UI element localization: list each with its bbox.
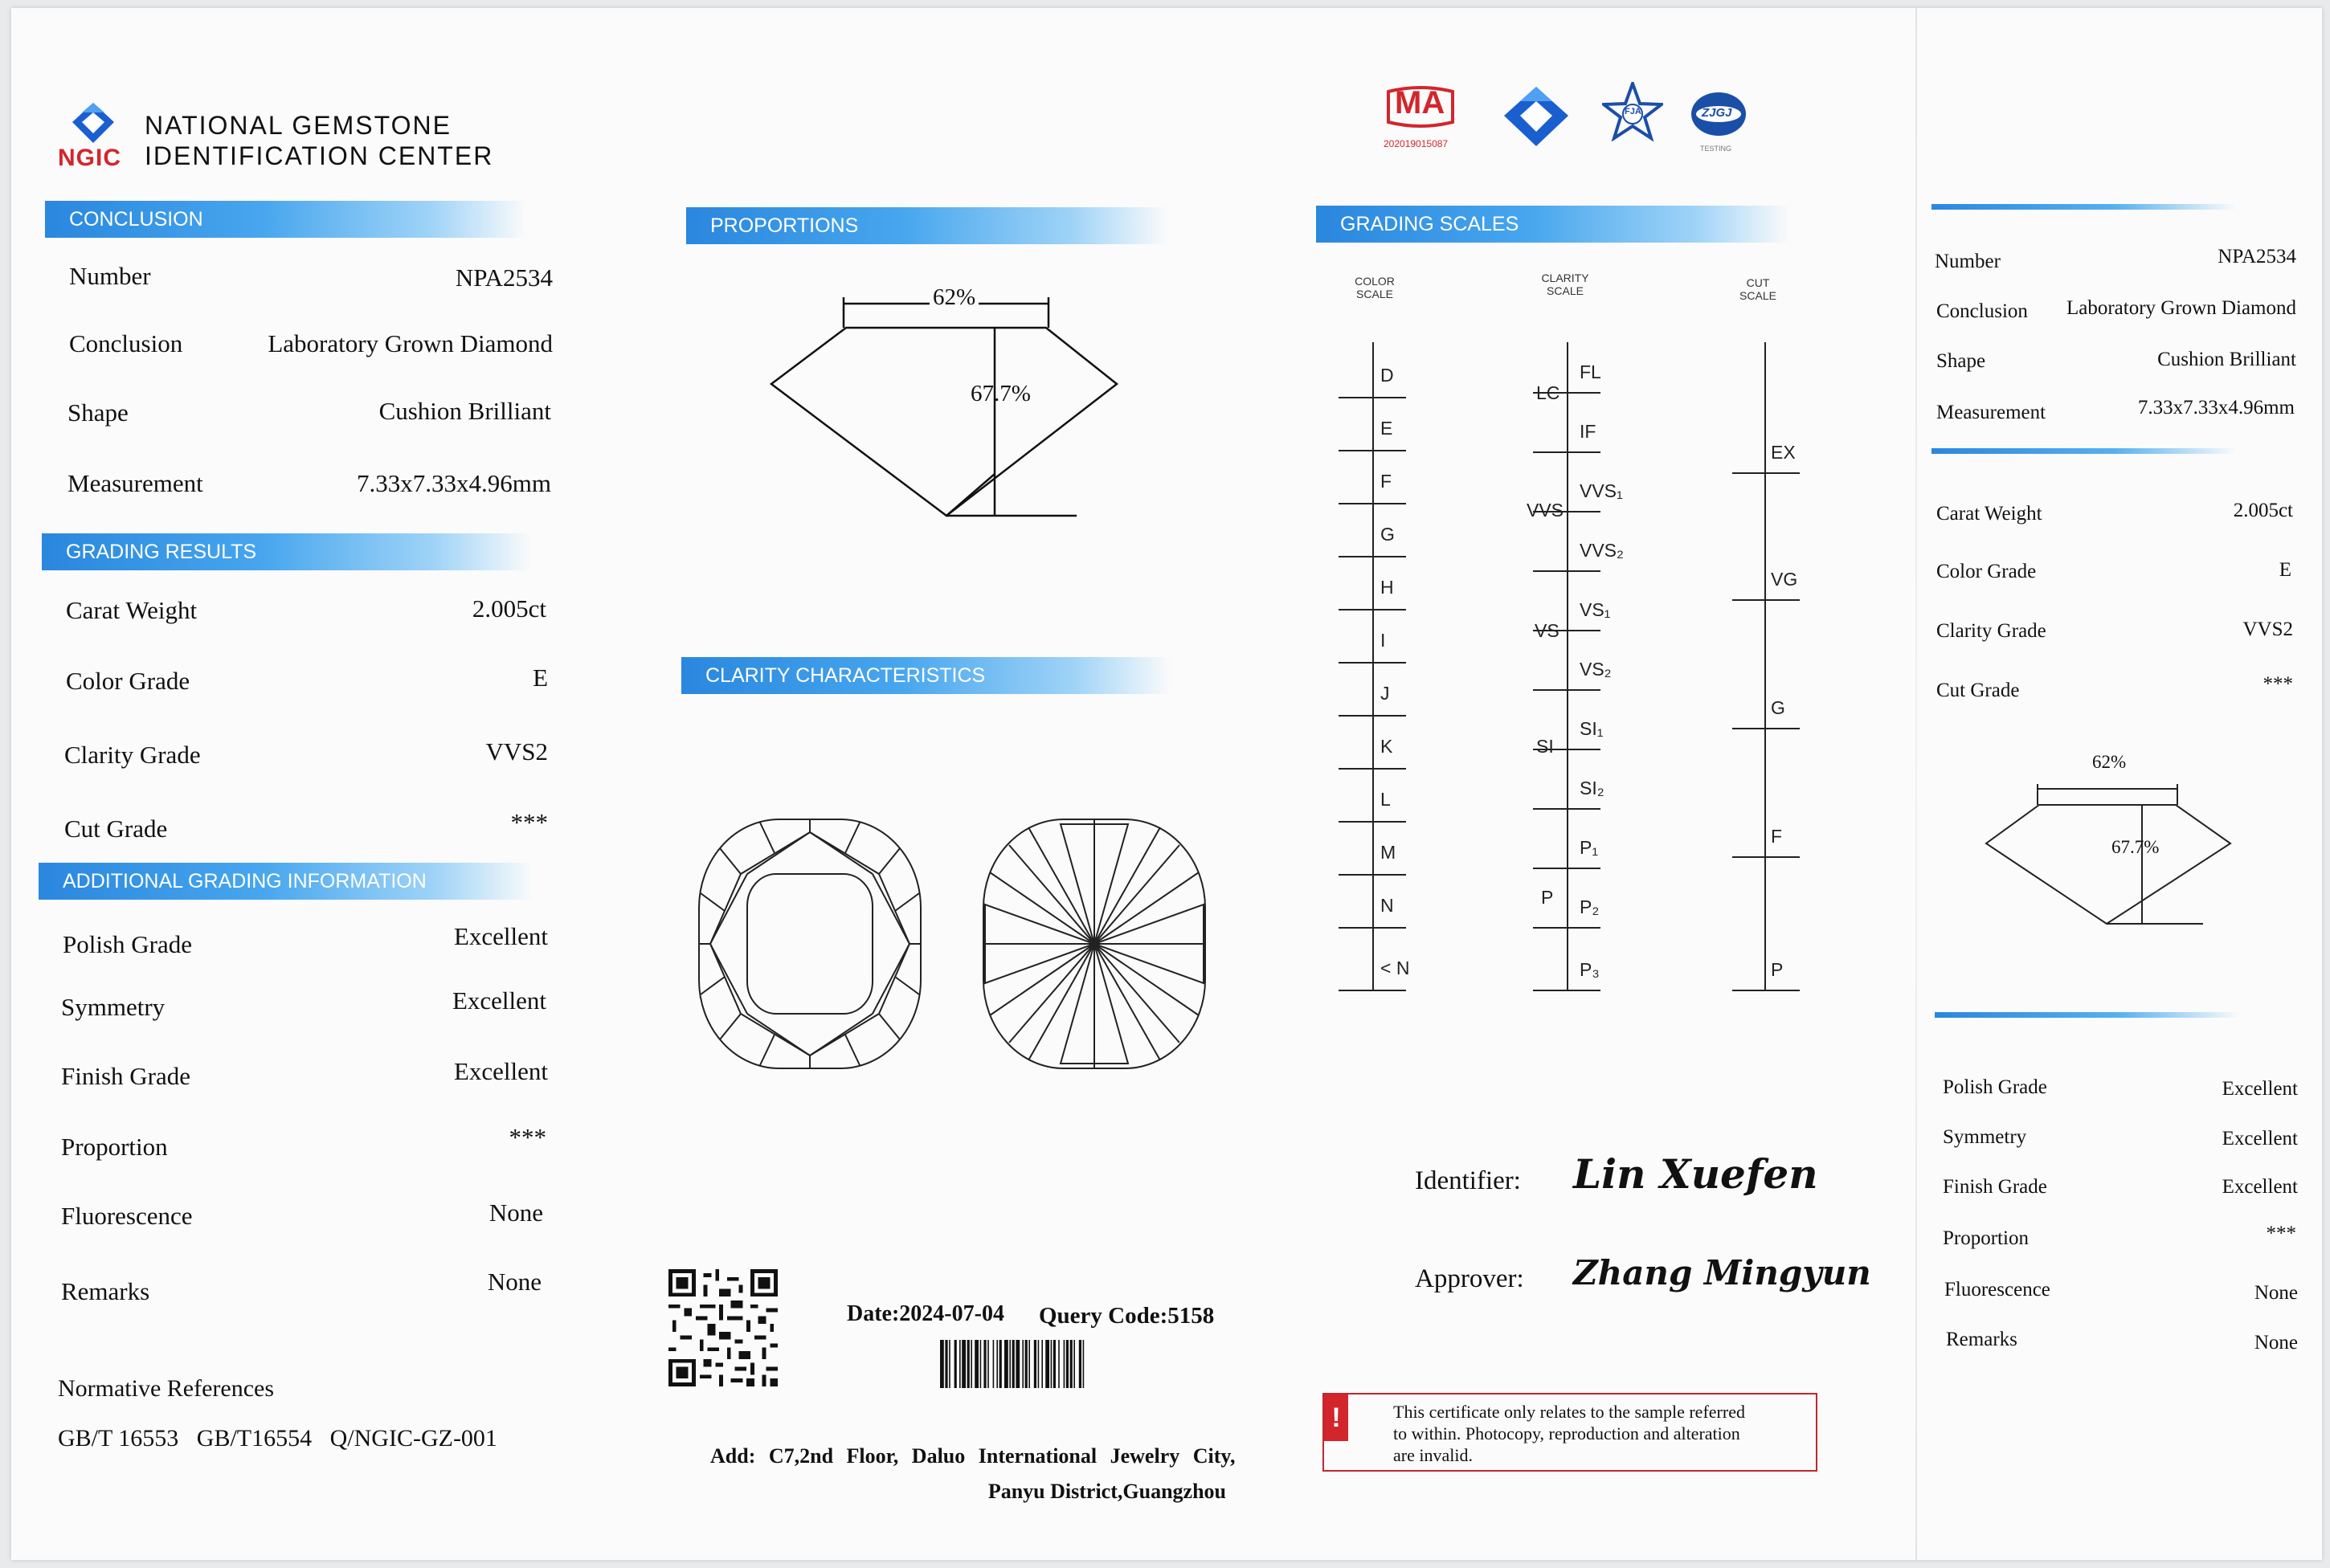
summary-depth-percent: 67.7% xyxy=(2111,837,2160,857)
zjgj-mark-sub: TESTING xyxy=(1700,145,1732,153)
summary-finish-grade-label: Finish Grade xyxy=(1943,1176,2047,1198)
cma-mark-text: MA xyxy=(1395,85,1445,120)
clarity-scale-tick xyxy=(1533,451,1600,453)
clarity-scale-tick xyxy=(1533,868,1600,869)
clarity-grade-label: Clarity Grade xyxy=(64,741,201,769)
proportion-depth-percent: 67.7% xyxy=(971,381,1031,406)
clarity-group-vvs: VVS xyxy=(1527,500,1564,521)
additional-info-header: ADDITIONAL GRADING INFORMATION xyxy=(39,863,533,900)
clarity-grade-5: VS₂ xyxy=(1580,659,1612,680)
summary-clarity-grade-label: Clarity Grade xyxy=(1936,620,2046,642)
conclusion-label: Conclusion xyxy=(69,329,183,357)
clarity-grade-8: P₁ xyxy=(1580,837,1599,858)
cut-scale-title: CUT SCALE xyxy=(1739,276,1776,302)
clarity-scale-title: CLARITY SCALE xyxy=(1541,272,1589,297)
color-scale-tick xyxy=(1339,927,1406,929)
fluorescence-value: None xyxy=(488,1198,543,1227)
clarity-grade-value: VVS2 xyxy=(485,737,548,766)
cut-scale-tick xyxy=(1732,728,1800,729)
symmetry-label: Symmetry xyxy=(61,993,166,1021)
summary-color-grade-value: E xyxy=(2279,559,2291,581)
cut-grade-g: G xyxy=(1771,697,1785,718)
cut-grade-f: F xyxy=(1771,826,1783,847)
fold-line xyxy=(1915,8,1917,1560)
polish-grade-value: Excellent xyxy=(453,922,548,950)
summary-polish-grade-value: Excellent xyxy=(2222,1078,2298,1100)
number-value: NPA2534 xyxy=(455,263,553,292)
color-grade-M: M xyxy=(1380,842,1396,863)
normative-references-list: GB/T 16553 GB/T16554 Q/NGIC-GZ-001 xyxy=(58,1425,497,1452)
summary-proportion-label: Proportion xyxy=(1943,1227,2029,1249)
summary-carat-weight-label: Carat Weight xyxy=(1936,503,2042,525)
summary-top-divider xyxy=(1931,204,2237,210)
color-scale-tick xyxy=(1339,503,1406,504)
color-scale-tick xyxy=(1339,874,1406,876)
approver-label: Approver: xyxy=(1415,1264,1524,1293)
color-grade-N: N xyxy=(1380,895,1394,916)
clarity-scale-tick xyxy=(1533,808,1600,810)
polish-grade-label: Polish Grade xyxy=(63,930,193,958)
summary-symmetry-label: Symmetry xyxy=(1943,1126,2027,1148)
conclusion-header: CONCLUSION xyxy=(45,201,527,238)
normative-references-title: Normative References xyxy=(58,1375,275,1402)
color-grade-I: I xyxy=(1380,630,1386,651)
issue-date: Date:2024-07-04 xyxy=(847,1301,1004,1326)
clarity-grade-10: P₃ xyxy=(1580,959,1600,980)
finish-grade-label: Finish Grade xyxy=(61,1062,191,1090)
cut-grade-vg: VG xyxy=(1771,569,1798,590)
remarks-label: Remarks xyxy=(61,1277,150,1305)
color-scale-tick xyxy=(1339,609,1406,610)
clarity-group-vs: VS xyxy=(1535,620,1559,641)
clarity-grade-1: IF xyxy=(1580,421,1596,442)
carat-weight-label: Carat Weight xyxy=(66,596,198,624)
summary-number-value: NPA2534 xyxy=(2218,246,2296,267)
color-grade-value: E xyxy=(533,664,548,692)
color-scale-tick xyxy=(1339,715,1406,717)
color-grade-J: J xyxy=(1380,683,1390,704)
clarity-grade-2: VVS₁ xyxy=(1580,480,1623,501)
warning-icon: ! xyxy=(1324,1394,1348,1441)
cut-scale-tick xyxy=(1732,599,1800,601)
proportions-header: PROPORTIONS xyxy=(686,207,1168,244)
conclusion-value: Laboratory Grown Diamond xyxy=(268,329,553,357)
ngic-logo-text: NGIC xyxy=(58,145,121,171)
proportion-value: *** xyxy=(509,1123,546,1151)
summary-finish-grade-value: Excellent xyxy=(2222,1176,2298,1198)
summary-remarks-label: Remarks xyxy=(1946,1329,2017,1350)
summary-fluorescence-label: Fluorescence xyxy=(1944,1279,2050,1301)
color-scale-tick xyxy=(1339,397,1406,398)
clarity-scale-axis xyxy=(1567,342,1568,990)
proportions-diagram xyxy=(755,281,1133,530)
pavilion-plot-diagram xyxy=(980,816,1208,1072)
clarity-grade-4: VS₁ xyxy=(1580,599,1611,620)
color-scale-tick xyxy=(1339,768,1406,770)
ngic-diamond-logo-icon xyxy=(69,101,117,146)
clarity-grade-7: SI₂ xyxy=(1580,778,1604,798)
org-name-line2: IDENTIFICATION CENTER xyxy=(145,141,494,170)
identifier-label: Identifier: xyxy=(1415,1166,1521,1195)
summary-conclusion-label: Conclusion xyxy=(1936,300,2028,322)
clarity-grade-6: SI₁ xyxy=(1580,718,1604,739)
clarity-group-p: P xyxy=(1541,887,1554,908)
address-line1: Add: C7,2nd Floor, Daluo International Jewelry City, xyxy=(710,1444,1236,1468)
cut-grade-p: P xyxy=(1771,959,1784,980)
cut-scale-axis xyxy=(1764,342,1766,990)
summary-table-percent: 62% xyxy=(2092,752,2127,772)
clarity-scale-tick xyxy=(1533,927,1600,929)
disclaimer-box xyxy=(1322,1393,1817,1472)
disclaimer-text: This certificate only relates to the sample referred to within. Photocopy, reproduction and alteration are invalid. xyxy=(1393,1402,1745,1465)
address-line2: Panyu District,Guangzhou xyxy=(987,1480,1226,1503)
color-grade-K: K xyxy=(1380,736,1393,757)
color-grade-L: L xyxy=(1380,789,1391,810)
grading-scales-header: GRADING SCALES xyxy=(1316,206,1790,243)
number-label: Number xyxy=(69,262,151,290)
summary-proportions-diagram xyxy=(1980,774,2242,935)
summary-cut-grade-label: Cut Grade xyxy=(1936,680,2020,701)
cut-grade-value: *** xyxy=(510,808,548,836)
summary-number-label: Number xyxy=(1935,251,2001,272)
summary-proportion-value: *** xyxy=(2266,1223,2296,1244)
color-grade-G: G xyxy=(1380,524,1395,545)
color-grade-E: E xyxy=(1380,418,1393,439)
summary-clarity-grade-value: VVS2 xyxy=(2242,619,2293,640)
clarity-scale-tick xyxy=(1533,689,1600,691)
summary-grades-divider xyxy=(1931,448,2237,454)
summary-color-grade-label: Color Grade xyxy=(1936,561,2037,582)
cut-scale-tick xyxy=(1732,856,1800,858)
clarity-grade-9: P₂ xyxy=(1580,896,1600,917)
cut-scale-tick xyxy=(1732,990,1800,991)
measurement-value: 7.33x7.33x4.96mm xyxy=(357,469,551,497)
color-grade-H: H xyxy=(1380,577,1394,598)
symmetry-value: Excellent xyxy=(452,986,546,1015)
clarity-grade-3: VVS₂ xyxy=(1580,540,1624,561)
clarity-characteristics-header: CLARITY CHARACTERISTICS xyxy=(681,657,1171,694)
barcode[interactable] xyxy=(938,1340,1212,1388)
color-scale-title: COLOR SCALE xyxy=(1355,275,1395,300)
remarks-value: None xyxy=(487,1268,542,1296)
color-grade-D: D xyxy=(1380,365,1394,386)
query-code: Query Code:5158 xyxy=(1039,1303,1215,1329)
clarity-group-si: SI xyxy=(1536,736,1554,757)
color-scale-tick xyxy=(1339,990,1406,991)
org-name-line1: NATIONAL GEMSTONE xyxy=(145,111,452,140)
summary-remarks-value: None xyxy=(2254,1332,2298,1354)
summary-conclusion-value: Laboratory Grown Diamond xyxy=(2066,297,2296,319)
fluorescence-label: Fluorescence xyxy=(61,1202,193,1230)
summary-polish-grade-label: Polish Grade xyxy=(1943,1076,2047,1098)
clarity-scale-tick xyxy=(1533,570,1600,572)
ngic-mark-icon xyxy=(1502,85,1570,148)
measurement-label: Measurement xyxy=(67,469,203,497)
summary-shape-label: Shape xyxy=(1936,350,1986,372)
summary-measurement-label: Measurement xyxy=(1936,402,2046,423)
color-grade-label: Color Grade xyxy=(66,667,190,695)
zjgj-mark-text: ZJGJ xyxy=(1702,106,1732,120)
summary-fluorescence-value: None xyxy=(2254,1282,2298,1304)
cma-mark-number: 202019015087 xyxy=(1384,138,1449,149)
proportion-table-percent: 62% xyxy=(930,284,979,311)
shape-label: Shape xyxy=(67,398,129,427)
summary-carat-weight-value: 2.005ct xyxy=(2233,500,2293,521)
clarity-scale-tick xyxy=(1533,990,1600,991)
color-grade-ltltN: < N xyxy=(1380,958,1410,978)
color-scale-axis xyxy=(1372,342,1374,990)
color-scale-tick xyxy=(1339,821,1406,823)
clarity-group-lc: LC xyxy=(1536,382,1560,403)
summary-cut-grade-value: *** xyxy=(2263,673,2293,695)
summary-symmetry-value: Excellent xyxy=(2222,1128,2298,1149)
grading-results-header: GRADING RESULTS xyxy=(42,533,532,570)
cut-scale-tick xyxy=(1732,472,1800,474)
color-scale-tick xyxy=(1339,556,1406,557)
shape-value: Cushion Brilliant xyxy=(378,397,551,425)
qr-code[interactable] xyxy=(668,1269,778,1386)
carat-weight-value: 2.005ct xyxy=(472,594,546,623)
finish-grade-value: Excellent xyxy=(453,1057,548,1085)
crown-plot-diagram xyxy=(696,816,924,1072)
cut-grade-ex: EX xyxy=(1771,442,1796,463)
fja-mark-text: FJA xyxy=(1625,107,1641,116)
color-scale-tick xyxy=(1339,662,1406,664)
approver-signature: Zhang Mingyun xyxy=(1573,1253,1871,1292)
color-scale-tick xyxy=(1339,450,1406,451)
identifier-signature: Lin Xuefen xyxy=(1573,1150,1818,1198)
proportion-label: Proportion xyxy=(61,1133,168,1161)
clarity-grade-0: FL xyxy=(1580,361,1601,382)
color-grade-F: F xyxy=(1380,471,1392,492)
summary-additional-divider xyxy=(1935,1012,2240,1018)
cut-grade-label: Cut Grade xyxy=(64,815,168,843)
summary-measurement-value: 7.33x7.33x4.96mm xyxy=(2137,397,2295,419)
summary-shape-value: Cushion Brilliant xyxy=(2157,349,2296,370)
